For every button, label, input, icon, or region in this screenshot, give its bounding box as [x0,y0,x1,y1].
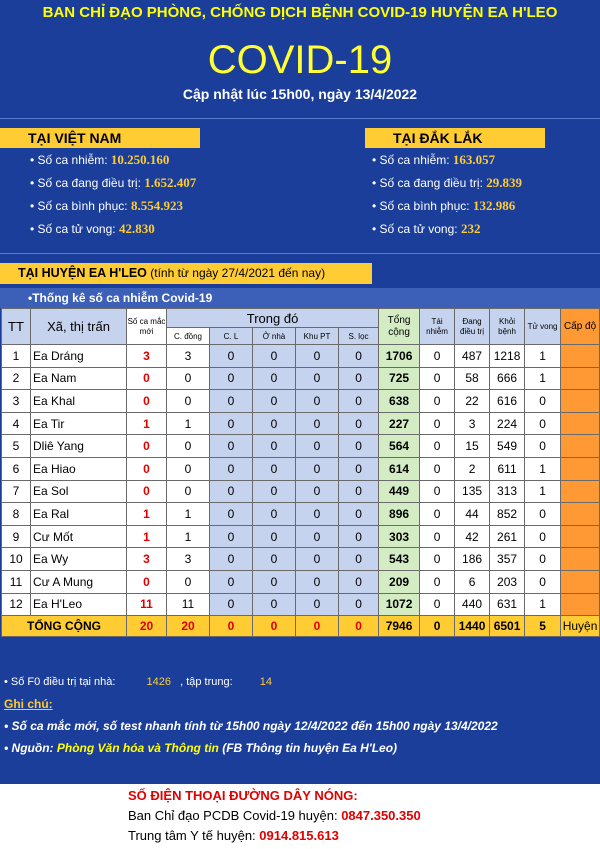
row-community: 0 [167,367,210,390]
row-isolation: 0 [210,503,253,526]
row-screening: 0 [339,570,379,593]
row-level [561,570,600,593]
row-total: 543 [379,548,420,571]
row-level [561,435,600,458]
row-recovered: 224 [490,412,525,435]
row-zone: 0 [296,480,339,503]
row-reinfected: 0 [420,345,455,368]
header-isolation: C. L [210,328,253,345]
total-isolation: 0 [210,616,253,637]
row-community: 0 [167,457,210,480]
header-tt: TT [2,309,31,345]
row-community: 0 [167,570,210,593]
row-new-cases: 1 [127,525,167,548]
row-recovered: 203 [490,570,525,593]
table-row [2,593,600,616]
row-reinfected: 0 [420,570,455,593]
row-treating: 58 [455,367,490,390]
row-recovered: 611 [490,457,525,480]
row-reinfected: 0 [420,480,455,503]
vn-treating: • Số ca đang điều trị: 1.652.407 [30,175,197,190]
vietnam-stats [30,152,196,244]
row-tt: 4 [2,412,31,435]
row-isolation: 0 [210,457,253,480]
dl-infected: • Số ca nhiễm: 163.057 [372,152,496,167]
total-recovered: 6501 [490,616,525,637]
row-deaths: 0 [525,412,561,435]
row-treating: 2 [455,457,490,480]
row-screening: 0 [339,390,379,413]
row-home: 0 [253,367,296,390]
header-total: Tổng cộng [379,309,420,345]
row-new-cases: 11 [127,593,167,616]
table-row [2,367,600,390]
f0-home-count: 1426 [146,676,172,688]
district-heading: TẠI HUYỆN EA H'LEO (tính từ ngày 27/4/2021 đến nay) [0,263,372,284]
row-community: 1 [167,525,210,548]
row-new-cases: 0 [127,457,167,480]
row-deaths: 0 [525,390,561,413]
row-isolation: 0 [210,525,253,548]
row-level [561,412,600,435]
row-total: 303 [379,525,420,548]
row-community: 11 [167,593,210,616]
row-screening: 0 [339,593,379,616]
page-title: COVID-19 [207,38,393,82]
row-commune: Ea Hiao [31,457,127,480]
row-recovered: 852 [490,503,525,526]
vn-deaths: • Số ca tử vong: 42.830 [30,221,155,236]
header-trongdo: Trong đó [167,309,379,328]
total-zone: 0 [296,616,339,637]
row-deaths: 0 [525,503,561,526]
header-level: Cấp độ [561,309,600,345]
row-zone: 0 [296,548,339,571]
row-commune: Dliê Yang [31,435,127,458]
row-zone: 0 [296,435,339,458]
org-title: BAN CHỈ ĐẠO PHÒNG, CHỐNG DỊCH BỆNH COVID-19 HUYỆN EA H'LEO [42,4,558,21]
row-recovered: 616 [490,390,525,413]
row-screening: 0 [339,412,379,435]
row-home: 0 [253,525,296,548]
row-home: 0 [253,480,296,503]
row-reinfected: 0 [420,593,455,616]
row-reinfected: 0 [420,435,455,458]
row-deaths: 1 [525,457,561,480]
row-screening: 0 [339,548,379,571]
row-tt: 8 [2,503,31,526]
row-deaths: 1 [525,367,561,390]
row-community: 0 [167,480,210,503]
row-total: 1072 [379,593,420,616]
row-community: 3 [167,548,210,571]
row-screening: 0 [339,525,379,548]
total-level: Huyện [561,616,600,637]
table-row [2,525,600,548]
total-treating: 1440 [455,616,490,637]
vn-infected: • Số ca nhiễm: 10.250.160 [30,152,170,167]
daklak-stats [372,152,522,244]
row-zone: 0 [296,525,339,548]
row-commune: Ea Dráng [31,345,127,368]
row-new-cases: 0 [127,435,167,458]
header-xa: Xã, thị trấn [31,309,127,345]
row-home: 0 [253,435,296,458]
row-recovered: 357 [490,548,525,571]
row-treating: 440 [455,593,490,616]
header-recovered: Khỏi bệnh [490,309,525,345]
row-treating: 186 [455,548,490,571]
row-home: 0 [253,503,296,526]
table-row [2,345,600,368]
row-deaths: 1 [525,480,561,503]
row-tt: 2 [2,367,31,390]
header-home: Ở nhà [253,328,296,345]
row-new-cases: 3 [127,345,167,368]
row-home: 0 [253,457,296,480]
row-commune: Ea Khal [31,390,127,413]
row-reinfected: 0 [420,390,455,413]
row-screening: 0 [339,503,379,526]
row-tt: 1 [2,345,31,368]
total-new: 20 [127,616,167,637]
row-isolation: 0 [210,345,253,368]
row-level [561,525,600,548]
row-screening: 0 [339,367,379,390]
row-level [561,503,600,526]
divider [0,118,600,119]
row-recovered: 1218 [490,345,525,368]
note-source: • Nguồn: Phòng Văn hóa và Thông tin (FB Thông tin huyện Ea H'Leo) [4,741,398,755]
row-reinfected: 0 [420,412,455,435]
row-tt: 11 [2,570,31,593]
row-screening: 0 [339,457,379,480]
row-isolation: 0 [210,593,253,616]
row-new-cases: 0 [127,367,167,390]
row-commune: Cư Mốt [31,525,127,548]
total-reinfected: 0 [420,616,455,637]
total-label: TỔNG CỘNG [2,616,127,637]
row-reinfected: 0 [420,367,455,390]
row-deaths: 0 [525,570,561,593]
row-total: 725 [379,367,420,390]
row-treating: 15 [455,435,490,458]
row-level [561,593,600,616]
row-level [561,345,600,368]
table-row [2,435,600,458]
daklak-heading: TẠI ĐẮK LẮK [365,128,545,148]
row-deaths: 1 [525,345,561,368]
row-commune: Ea Wy [31,548,127,571]
table-row [2,503,600,526]
table-row [2,457,600,480]
row-community: 0 [167,390,210,413]
row-home: 0 [253,548,296,571]
row-home: 0 [253,345,296,368]
row-commune: Ea Ral [31,503,127,526]
row-isolation: 0 [210,480,253,503]
row-zone: 0 [296,367,339,390]
row-home: 0 [253,390,296,413]
row-tt: 7 [2,480,31,503]
row-isolation: 0 [210,570,253,593]
row-treating: 487 [455,345,490,368]
table-row [2,390,600,413]
row-total: 209 [379,570,420,593]
table-row [2,480,600,503]
row-reinfected: 0 [420,457,455,480]
row-reinfected: 0 [420,525,455,548]
dl-treating: • Số ca đang điều trị: 29.839 [372,175,523,190]
row-commune: Ea Tir [31,412,127,435]
row-tt: 3 [2,390,31,413]
row-level [561,480,600,503]
row-community: 1 [167,503,210,526]
table-header [2,309,600,328]
row-community: 0 [167,435,210,458]
total-home: 0 [253,616,296,637]
row-total: 564 [379,435,420,458]
row-commune: Cư A Mung [31,570,127,593]
row-treating: 6 [455,570,490,593]
row-recovered: 261 [490,525,525,548]
row-commune: Ea Sol [31,480,127,503]
row-community: 1 [167,412,210,435]
row-home: 0 [253,593,296,616]
row-recovered: 549 [490,435,525,458]
row-commune: Ea H'Leo [31,593,127,616]
row-recovered: 631 [490,593,525,616]
row-new-cases: 1 [127,412,167,435]
header-new-cases: Số ca mắc mới [127,309,167,345]
total-deaths: 5 [525,616,561,637]
note-new-cases: • Số ca mắc mới, số test nhanh tính từ 15h00 ngày 12/4/2022 đến 15h00 ngày 13/4/2022 [4,719,498,733]
row-tt: 10 [2,548,31,571]
row-treating: 3 [455,412,490,435]
row-screening: 0 [339,480,379,503]
row-home: 0 [253,412,296,435]
row-level [561,390,600,413]
vn-recovered: • Số ca bình phục: 8.554.923 [30,198,183,213]
row-zone: 0 [296,345,339,368]
row-reinfected: 0 [420,503,455,526]
total-community: 20 [167,616,210,637]
row-deaths: 0 [525,435,561,458]
header-treating: Đang điều trị [455,309,490,345]
row-zone: 0 [296,503,339,526]
notes-title: Ghi chú: [4,697,53,711]
row-screening: 0 [339,345,379,368]
header-community: C. đồng [167,328,210,345]
hotline-title: SỐ ĐIỆN THOẠI ĐƯỜNG DÂY NÓNG: [128,788,358,803]
row-commune: Ea Nam [31,367,127,390]
row-level [561,367,600,390]
total-screening: 0 [339,616,379,637]
row-zone: 0 [296,390,339,413]
hotline-steering: Ban Chỉ đạo PCDB Covid-19 huyện: 0847.350.350 [128,808,421,823]
row-level [561,457,600,480]
f0-centralized-count: 14 [259,676,272,688]
row-screening: 0 [339,435,379,458]
row-deaths: 0 [525,548,561,571]
update-time: Cập nhật lúc 15h00, ngày 13/4/2022 [182,86,418,102]
f0-home-treatment: • Số F0 điều trị tại nhà: 1426 , tập trung: 14 [4,676,272,688]
cases-table [1,308,600,637]
row-treating: 22 [455,390,490,413]
row-zone: 0 [296,412,339,435]
dl-recovered: • Số ca bình phục: 132.986 [372,198,516,213]
row-reinfected: 0 [420,548,455,571]
row-recovered: 666 [490,367,525,390]
vietnam-heading: TẠI VIỆT NAM [0,128,200,148]
row-deaths: 0 [525,525,561,548]
row-total: 896 [379,503,420,526]
divider [0,253,600,254]
row-tt: 9 [2,525,31,548]
row-community: 3 [167,345,210,368]
row-new-cases: 0 [127,570,167,593]
row-treating: 42 [455,525,490,548]
row-new-cases: 0 [127,390,167,413]
header-screening: S. lọc [339,328,379,345]
row-tt: 12 [2,593,31,616]
row-treating: 44 [455,503,490,526]
row-tt: 5 [2,435,31,458]
row-zone: 0 [296,457,339,480]
row-zone: 0 [296,593,339,616]
row-isolation: 0 [210,435,253,458]
row-home: 0 [253,570,296,593]
header-reinfected: Tái nhiễm [420,309,455,345]
row-total: 614 [379,457,420,480]
stat-title: •Thống kê số ca nhiễm Covid-19 [0,288,600,308]
row-isolation: 0 [210,548,253,571]
row-new-cases: 1 [127,503,167,526]
total-sum: 7946 [379,616,420,637]
hotline-medical: Trung tâm Y tế huyện: 0914.815.613 [128,828,339,843]
row-deaths: 1 [525,593,561,616]
row-zone: 0 [296,570,339,593]
row-total: 1706 [379,345,420,368]
table-row [2,570,600,593]
table-row [2,548,600,571]
row-total: 638 [379,390,420,413]
header-zone: Khu PT [296,328,339,345]
row-isolation: 0 [210,390,253,413]
row-isolation: 0 [210,412,253,435]
row-isolation: 0 [210,367,253,390]
row-tt: 6 [2,457,31,480]
table-row [2,412,600,435]
header-deaths: Tử vong [525,309,561,345]
row-treating: 135 [455,480,490,503]
row-new-cases: 3 [127,548,167,571]
row-total: 227 [379,412,420,435]
row-recovered: 313 [490,480,525,503]
dl-deaths: • Số ca tử vong: 232 [372,221,481,236]
row-level [561,548,600,571]
row-total: 449 [379,480,420,503]
total-row [2,616,600,637]
row-new-cases: 0 [127,480,167,503]
